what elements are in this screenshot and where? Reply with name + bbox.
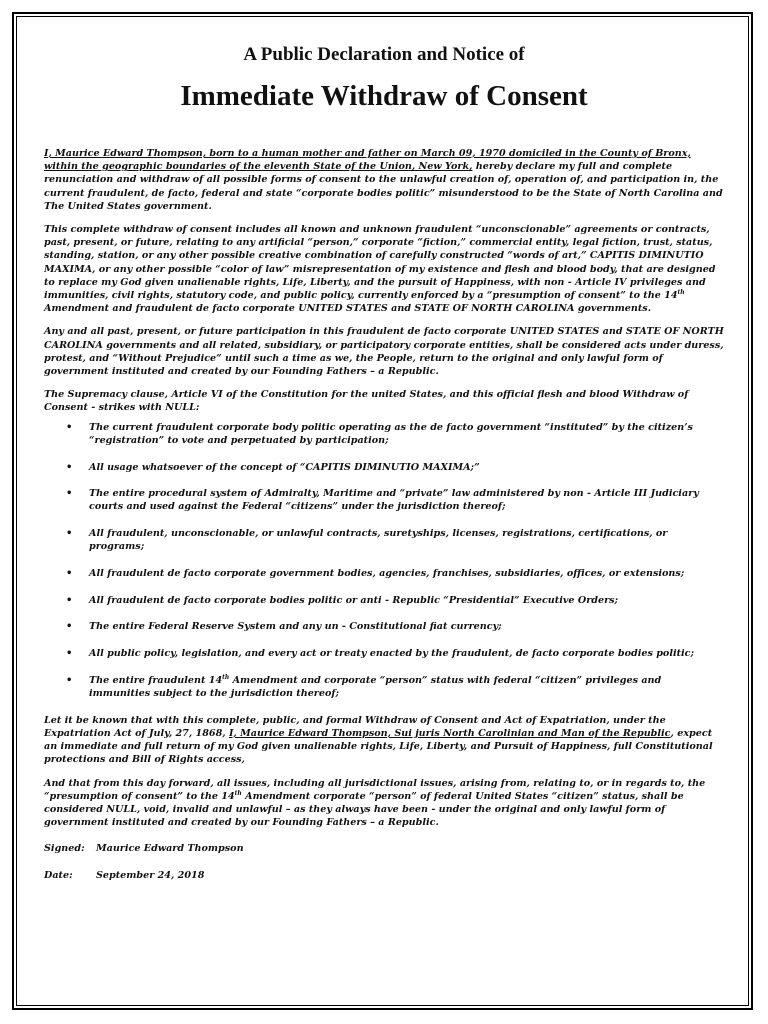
list-item-text: The entire procedural system of Admiralty, Maritime and “private” law administered by non - Article III Judiciary courts and used against the Federal “citizens” under the jurisdiction thereof;: [89, 488, 699, 513]
list-item-text: The current fraudulent corporate body politic operating as the de facto government “instituted” by the citizen’s “registration” to vote and perpetuated by participation;: [89, 421, 693, 446]
signature-line: [44, 843, 724, 854]
paragraph-supremacy-clause: The Supremacy clause, Article VI of the Constitution for the united States, and this official flesh and blood Withdraw of Consent - strikes with NULL:: [44, 389, 689, 414]
list-item: [44, 674, 724, 700]
list-item-text: All public policy, legislation, and every act or treaty enacted by the fraudulent, de facto corporate bodies politic;: [89, 648, 695, 660]
null-void-superscript: th: [234, 789, 242, 797]
list-item-text: The entire Federal Reserve System and any un - Constitutional fiat currency;: [89, 621, 502, 633]
bullet-icon: •: [66, 568, 73, 580]
document-subtitle: A Public Declaration and Notice of: [243, 44, 525, 65]
bullet-icon: •: [66, 674, 73, 686]
date-value: September 24, 2018: [96, 870, 205, 882]
list-item-text: All fraudulent de facto corporate government bodies, agencies, franchises, subsidiaries, offices, or extensions;: [89, 568, 685, 580]
list-item-text: All fraudulent de facto corporate bodies politic or anti - Republic “Presidential” Executive Orders;: [89, 594, 619, 606]
null-void-text-a: And that from this day forward, all issues, including all jurisdictional issues, arising from, relating to, or in regards to, the “presumption of consent” to the 14: [44, 777, 706, 802]
null-items-list: [44, 421, 724, 701]
bullet-icon: •: [66, 528, 73, 540]
list-item: [44, 487, 724, 513]
list-item: [44, 647, 724, 660]
list-item: [44, 594, 724, 607]
paragraph-duress: Any and all past, present, or future participation in this fraudulent de facto corporate UNITED STATES and STATE OF NORTH CAROLINA governments and all related, subsidiary, or participatory corporate entities, shall be considered acts under duress, protest, and “Without Prejudice” until such a time as we, the People, return to the original and only lawful form of government instituted and created by our Founding Fathers – a Republic.: [44, 326, 724, 378]
scope-superscript: th: [677, 288, 685, 296]
bullet-icon: •: [66, 648, 73, 660]
list-item-text-cont: Amendment and corporate “person” status with federal “citizen” privileges and immunities subject to the jurisdiction thereof;: [89, 674, 662, 700]
signed-name: Maurice Edward Thompson: [96, 843, 244, 855]
list-item-text: All usage whatsoever of the concept of “CAPITIS DIMINUTIO MAXIMA;”: [89, 461, 480, 473]
bullet-icon: •: [66, 594, 73, 606]
declarant-status: I, Maurice Edward Thompson, Sui juris North Carolinian and Man of the Republic: [228, 728, 671, 739]
list-item-text: All fraudulent, unconscionable, or unlawful contracts, suretyships, licenses, registrations, certifications, or programs;: [89, 528, 668, 553]
paragraph-null-void: [44, 777, 724, 830]
scope-text-a: This complete withdraw of consent includes all known and unknown fraudulent “unconscionable” agreements or contracts, past, present, or future, relating to any artificial “person,” corporate “fiction,” commercial entity, legal fiction, trust, status, standing, station, or any other possible creative combination of carefully constructed “words of art,” CAPITIS DIMINUTIO MAXIMA, or any other possible “color of law” misrepresentation of my existence and flesh and blood body, that are designed to replace my God given unalienable rights, Life, Liberty, and the pursuit of Happiness, with non - Article IV privileges and immunities, civil rights, statutory code, and public policy, currently enforced by a “presumption of consent” to the 14: [44, 224, 716, 302]
expatriation-text-a: Let it be known that with this complete, public, and formal Withdraw of Consent and Act of Expatriation, under the Expatriation Act of July, 27, 1868,: [44, 714, 666, 739]
date-label: Date:: [44, 870, 73, 882]
bullet-icon: •: [66, 488, 73, 500]
document-title: Immediate Withdraw of Consent: [180, 80, 588, 112]
date-line: [44, 870, 724, 881]
declarant-identity: I, Maurice Edward Thompson, born to a human mother and father on March 09, 1970 domiciled in the County of Bronx, within the geographic boundaries of the eleventh State of the Union, New York,: [44, 148, 691, 173]
declaration-document: [44, 44, 724, 881]
list-item: [44, 421, 724, 447]
list-item-superscript: th: [222, 673, 230, 681]
bullet-icon: •: [66, 421, 73, 433]
renunciation-text: hereby declare my full and complete renunciation and withdraw of all possible forms of consent to the unlawful creation of, operation of, and participation in, the current fraudulent, de facto, federal and state “corporate bodies politic” misunderstood to be the State of North Carolina and The United States government.: [44, 161, 723, 212]
bullet-icon: •: [66, 621, 73, 633]
null-void-text-b: Amendment corporate “person” of federal United States “citizen” status, shall be considered NULL, void, invalid and unlawful – as they always have been - under the original and only lawful form of government instituted and created by our Founding Fathers – a Republic.: [44, 790, 684, 829]
bullet-icon: •: [66, 461, 73, 473]
scope-text-b: Amendment and fraudulent de facto corporate UNITED STATES and STATE OF NORTH CAROLINA governments.: [44, 303, 652, 315]
list-item: [44, 527, 724, 553]
list-item-text: The entire fraudulent 14: [89, 674, 223, 686]
expatriation-text-b: , expect an immediate and full return of my God given unalienable rights, Life, Liberty, and Pursuit of Happiness, full Constitutional protections and Bill of Rights access,: [44, 728, 713, 766]
signed-label: Signed:: [44, 843, 85, 855]
paragraph-expatriation: [44, 714, 724, 767]
paragraph-scope: [44, 223, 724, 315]
paragraph-renunciation: [44, 147, 724, 213]
list-item: [44, 461, 724, 474]
list-item: [44, 567, 724, 580]
list-item: [44, 620, 724, 633]
